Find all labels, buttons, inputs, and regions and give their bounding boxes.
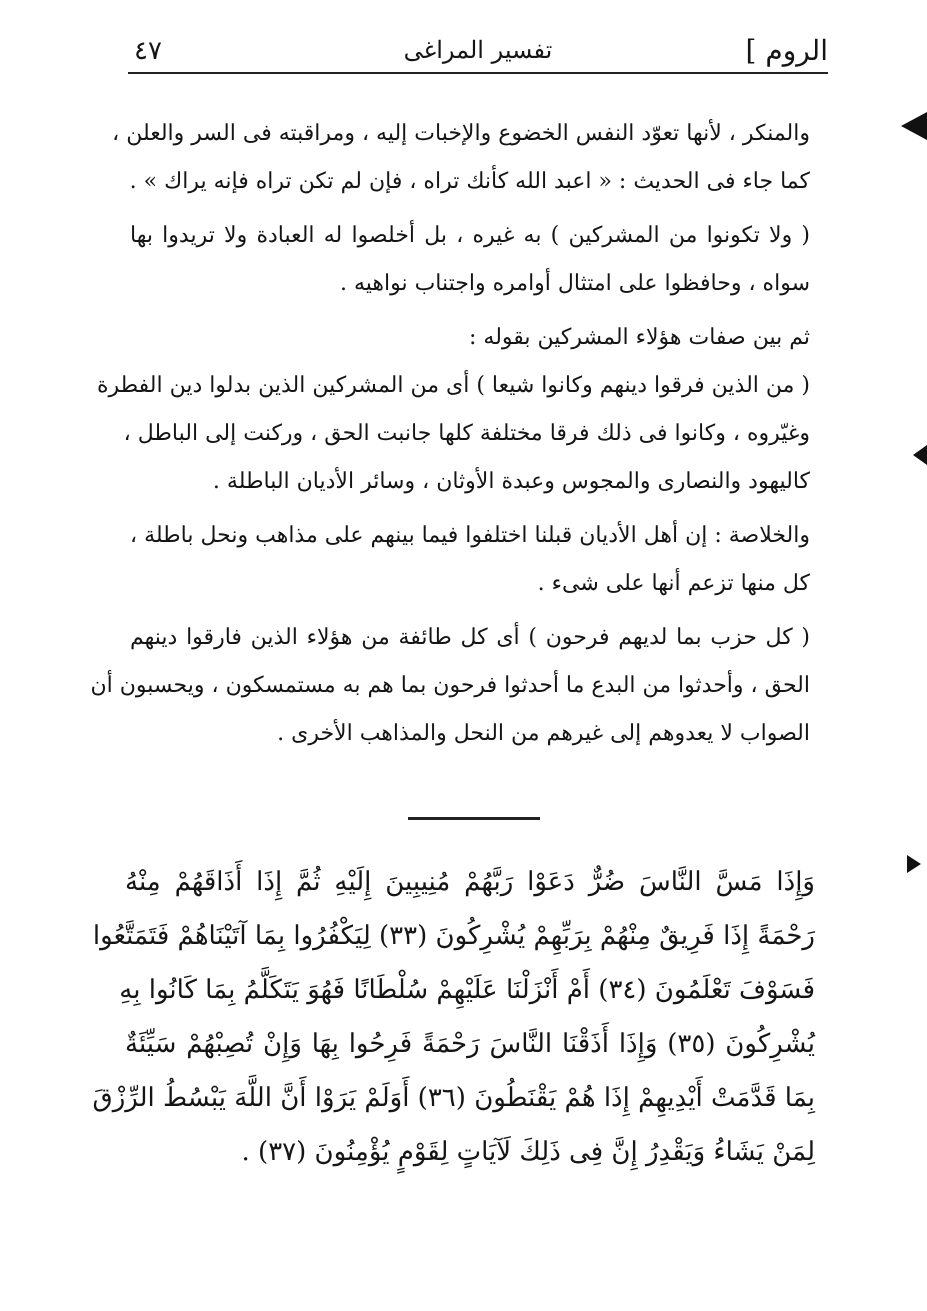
commentary-text bbox=[90, 110, 810, 758]
quran-verses bbox=[92, 855, 815, 1179]
commentary-line: الصواب لا يعدوهم إلى غيرهم من النحل والمذاهب الأخرى . bbox=[277, 721, 810, 746]
commentary-line: سواه ، وحافظوا على امتثال أوامره واجتناب نواهيه . bbox=[339, 271, 810, 296]
commentary-line: ( من الذين فرقوا دينهم وكانوا شيعا ) أى من المشركين الذين بدلوا دين الفطرة bbox=[96, 373, 810, 398]
commentary-line: والخلاصة : إن أهل الأديان قبلنا اختلفوا فيما بينهم على مذاهب ونحل باطلة ، bbox=[130, 523, 810, 548]
book-title: تفسير المراغى bbox=[403, 36, 553, 64]
section-divider bbox=[408, 817, 540, 820]
commentary-line: والمنكر ، لأنها تعوّد النفس الخضوع والإخبات إليه ، ومراقبته فى السر والعلن ، bbox=[112, 121, 810, 146]
verse-line: لِمَنْ يَشَاءُ وَيَقْدِرُ إِنَّ فِى ذَلِكَ لَآيَاتٍ لِقَوْمٍ يُؤْمِنُونَ (٣٧) . bbox=[241, 1137, 815, 1167]
page-header bbox=[128, 30, 828, 76]
commentary-line: ثم بين صفات هؤلاء المشركين بقوله : bbox=[469, 325, 810, 350]
commentary-line: كما جاء فى الحديث : « اعبد الله كأنك تراه ، فإن لم تكن تراه فإنه يراك » . bbox=[129, 169, 810, 194]
scan-edge-mark bbox=[913, 445, 927, 465]
scan-edge-mark bbox=[901, 112, 927, 140]
commentary-line: ( ولا تكونوا من المشركين ) به غيره ، بل أخلصوا له العبادة ولا تريدوا بها bbox=[130, 223, 810, 248]
verse-line: وَإِذَا مَسَّ النَّاسَ ضُرٌّ دَعَوْا رَبَّهُمْ مُنِيبِينَ إِلَيْهِ ثُمَّ إِذَا أَذَاقَهُمْ مِنْهُ bbox=[125, 867, 815, 897]
commentary-line: الحق ، وأحدثوا من البدع ما أحدثوا فرحون بما هم به مستمسكون ، ويحسبون أن bbox=[90, 673, 810, 698]
page-number: ٤٧ bbox=[134, 36, 162, 66]
verse-line: بِمَا قَدَّمَتْ أَيْدِيهِمْ إِذَا هُمْ يَقْنَطُونَ (٣٦) أَوَلَمْ يَرَوْا أَنَّ اللَّهَ يَبْسُطُ الرِّزْقَ bbox=[92, 1083, 815, 1113]
verse-line: رَحْمَةً إِذَا فَرِيقٌ مِنْهُمْ بِرَبِّهِمْ يُشْرِكُونَ (٣٣) لِيَكْفُرُوا بِمَا آتَيْنَاهُمْ فَتَمَتَّعُوا bbox=[92, 921, 815, 951]
commentary-line: وغيّروه ، وكانوا فى ذلك فرقا مختلفة كلها جانبت الحق ، وركنت إلى الباطل ، bbox=[123, 421, 810, 446]
commentary-line: كاليهود والنصارى والمجوس وعبدة الأوثان ، وسائر الأديان الباطلة . bbox=[212, 469, 810, 494]
header-rule bbox=[128, 72, 828, 74]
commentary-line: ( كل حزب بما لديهم فرحون ) أى كل طائفة من هؤلاء الذين فارقوا دينهم bbox=[130, 625, 810, 650]
verse-line: فَسَوْفَ تَعْلَمُونَ (٣٤) أَمْ أَنْزَلْنَا عَلَيْهِمْ سُلْطَانًا فَهُوَ يَتَكَلَّمُ بِمَا كَانُوا بِهِ bbox=[119, 975, 815, 1005]
commentary-line: كل منها تزعم أنها على شىء . bbox=[537, 571, 810, 596]
verse-line: يُشْرِكُونَ (٣٥) وَإِذَا أَذَقْنَا النَّاسَ رَحْمَةً فَرِحُوا بِهَا وَإِنْ تُصِبْهُمْ سَيِّئَةٌ bbox=[125, 1029, 815, 1059]
surah-name: الروم ] bbox=[745, 34, 828, 67]
scan-edge-mark bbox=[907, 855, 921, 873]
